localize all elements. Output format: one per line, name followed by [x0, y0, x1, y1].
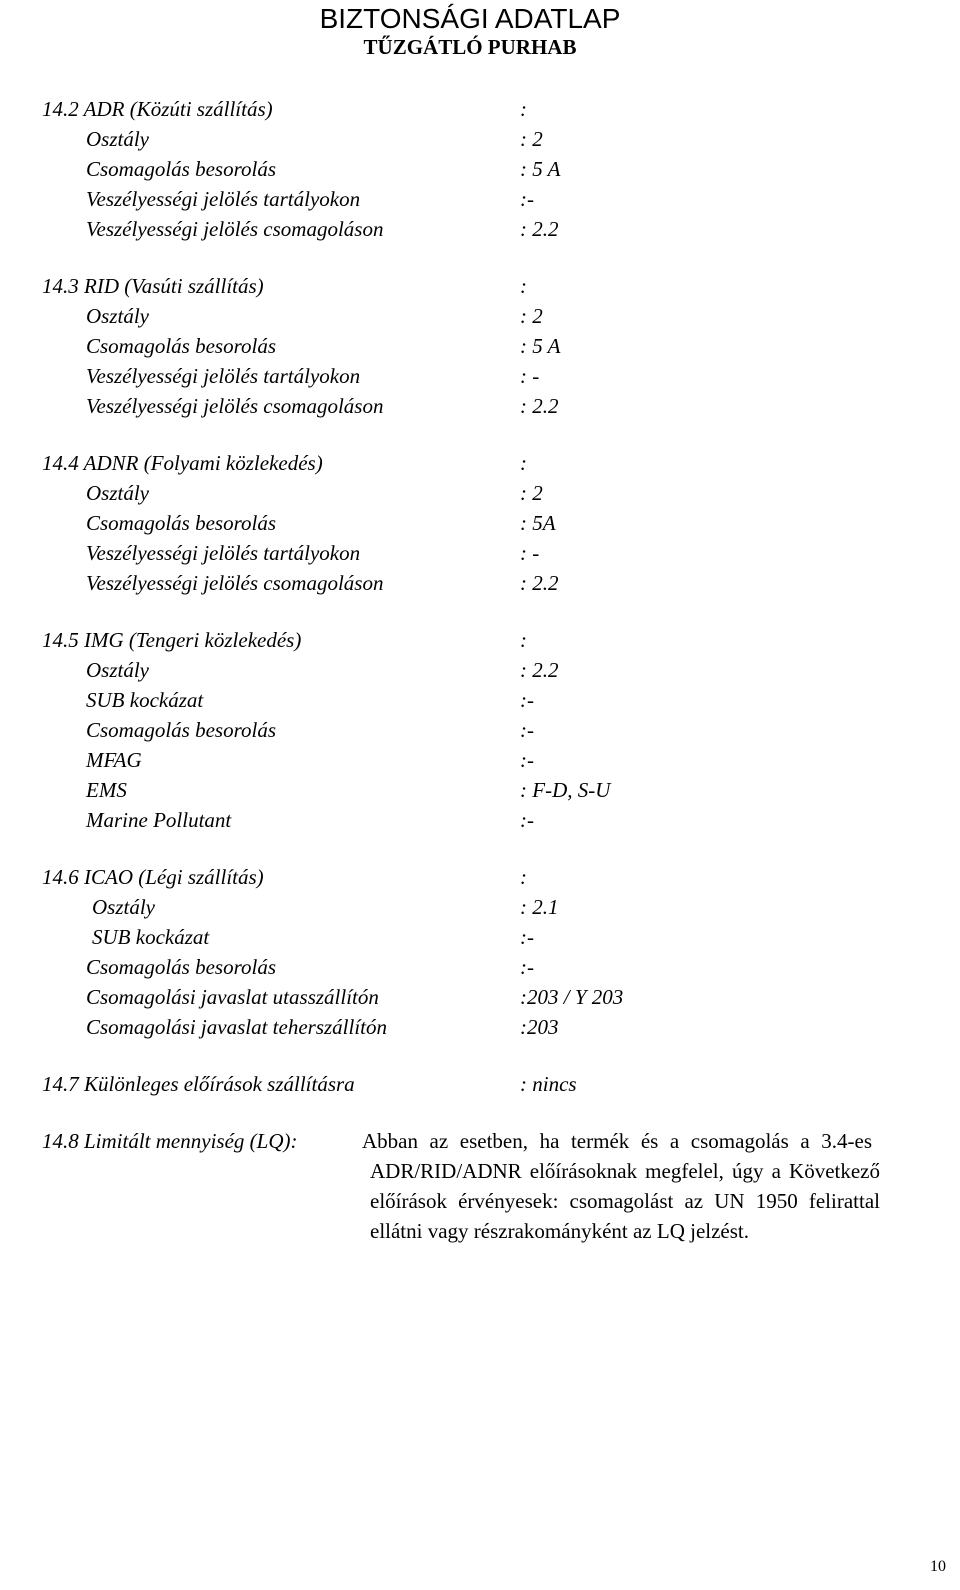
- property-value: : 2: [520, 127, 543, 151]
- property-label: Veszélyességi jelölés csomagoláson: [86, 217, 384, 241]
- property-row: [42, 982, 932, 1012]
- property-row: [42, 391, 932, 421]
- property-value: :: [520, 274, 527, 298]
- property-label: Csomagolási javaslat teherszállítón: [86, 1015, 388, 1039]
- property-label: Csomagolás besorolás: [86, 718, 276, 742]
- section-heading-row: [42, 448, 932, 478]
- property-value: :203 / Y 203: [520, 985, 624, 1009]
- property-row: [42, 745, 932, 775]
- property-row: [42, 124, 932, 154]
- property-label: Veszélyességi jelölés csomagoláson: [86, 571, 384, 595]
- property-row: [42, 154, 932, 184]
- property-label: Veszélyességi jelölés tartályokon: [86, 364, 361, 388]
- section-heading-row: [42, 94, 932, 124]
- transport-section: [42, 1069, 932, 1099]
- property-label: Veszélyességi jelölés tartályokon: [86, 187, 361, 211]
- property-label: Osztály: [86, 127, 149, 151]
- property-label: Csomagolás besorolás: [86, 955, 276, 979]
- property-value: :: [520, 97, 527, 121]
- property-value: : 2.2: [520, 394, 559, 418]
- property-label: Csomagolás besorolás: [86, 157, 276, 181]
- property-row: [42, 301, 932, 331]
- property-value: : 2.1: [520, 895, 559, 919]
- property-value: :: [520, 865, 527, 889]
- property-value: : -: [520, 541, 540, 565]
- property-value: : 5 A: [520, 157, 561, 181]
- section-heading: 14.6 ICAO (Légi szállítás): [42, 865, 264, 889]
- limited-quantity-label: 14.8 Limitált mennyiség (LQ):: [42, 1129, 298, 1153]
- property-value: : 5 A: [520, 334, 561, 358]
- transport-section: [42, 625, 932, 835]
- property-row: [42, 715, 932, 745]
- property-value: :-: [520, 808, 534, 832]
- transport-info: [42, 94, 932, 1276]
- property-label: Osztály: [92, 895, 155, 919]
- property-label: Veszélyességi jelölés csomagoláson: [86, 394, 384, 418]
- property-label: Osztály: [86, 304, 149, 328]
- limited-quantity-text: [362, 1126, 880, 1246]
- property-row: [42, 685, 932, 715]
- property-row: [42, 655, 932, 685]
- limited-quantity-section: [42, 1126, 932, 1276]
- section-heading: 14.4 ADNR (Folyami közlekedés): [42, 451, 323, 475]
- property-value: :-: [520, 688, 534, 712]
- property-label: Osztály: [86, 658, 149, 682]
- property-label: Csomagolás besorolás: [86, 334, 276, 358]
- section-heading-row: [42, 625, 932, 655]
- transport-section: [42, 448, 932, 598]
- property-label: SUB kockázat: [92, 925, 210, 949]
- transport-section: [42, 271, 932, 421]
- property-row: [42, 805, 932, 835]
- property-value: : 2: [520, 481, 543, 505]
- property-label: SUB kockázat: [86, 688, 204, 712]
- property-value: :-: [520, 955, 534, 979]
- property-label: EMS: [86, 778, 127, 802]
- property-value: : nincs: [520, 1072, 577, 1096]
- property-label: Csomagolás besorolás: [86, 511, 276, 535]
- property-value: : F-D, S-U: [520, 778, 611, 802]
- property-row: [42, 331, 932, 361]
- section-heading-row: [42, 1069, 932, 1099]
- property-value: :-: [520, 187, 534, 211]
- property-label: MFAG: [86, 748, 142, 772]
- document-header: [290, 4, 650, 60]
- property-row: [42, 214, 932, 244]
- property-value: : 5A: [520, 511, 556, 535]
- property-value: : -: [520, 364, 540, 388]
- property-label: Veszélyességi jelölés tartályokon: [86, 541, 361, 565]
- document-title: BIZTONSÁGI ADATLAP: [319, 3, 621, 34]
- property-value: :203: [520, 1015, 559, 1039]
- property-row: [42, 952, 932, 982]
- section-heading-row: [42, 271, 932, 301]
- section-heading-row: [42, 862, 932, 892]
- property-row: [42, 361, 932, 391]
- property-row: [42, 508, 932, 538]
- property-value: : 2.2: [520, 571, 559, 595]
- limited-quantity-text-rest: ADR/RID/ADNR előírásoknak megfelel, úgy a Következő előírások érvényesek: csomagolást az UN 1950 felirattal ellátni vagy részrakományként az LQ jelzést.: [370, 1159, 880, 1243]
- property-row: [42, 568, 932, 598]
- property-label: Csomagolási javaslat utasszállítón: [86, 985, 379, 1009]
- property-value: : 2.2: [520, 658, 559, 682]
- transport-section: [42, 862, 932, 1042]
- limited-quantity-text-line1: Abban az esetben, ha termék és a csomagolás a 3.4-es: [362, 1129, 872, 1153]
- property-value: :-: [520, 925, 534, 949]
- property-row: [42, 892, 932, 922]
- section-heading: 14.5 IMG (Tengeri közlekedés): [42, 628, 302, 652]
- property-row: [42, 478, 932, 508]
- transport-section: [42, 94, 932, 244]
- property-label: Osztály: [86, 481, 149, 505]
- property-row: [42, 775, 932, 805]
- property-value: :: [520, 628, 527, 652]
- property-row: [42, 1012, 932, 1042]
- property-row: [42, 922, 932, 952]
- property-value: :-: [520, 718, 534, 742]
- section-heading: 14.7 Különleges előírások szállításra: [42, 1072, 355, 1096]
- property-label: Marine Pollutant: [86, 808, 232, 832]
- property-value: : 2.2: [520, 217, 559, 241]
- section-heading: 14.2 ADR (Közúti szállítás): [42, 97, 273, 121]
- property-row: [42, 184, 932, 214]
- section-heading: 14.3 RID (Vasúti szállítás): [42, 274, 264, 298]
- page-number: 10: [930, 1558, 946, 1575]
- property-value: : 2: [520, 304, 543, 328]
- property-value: :-: [520, 748, 534, 772]
- property-value: :: [520, 451, 527, 475]
- property-row: [42, 538, 932, 568]
- product-name: TŰZGÁTLÓ PURHAB: [363, 35, 577, 59]
